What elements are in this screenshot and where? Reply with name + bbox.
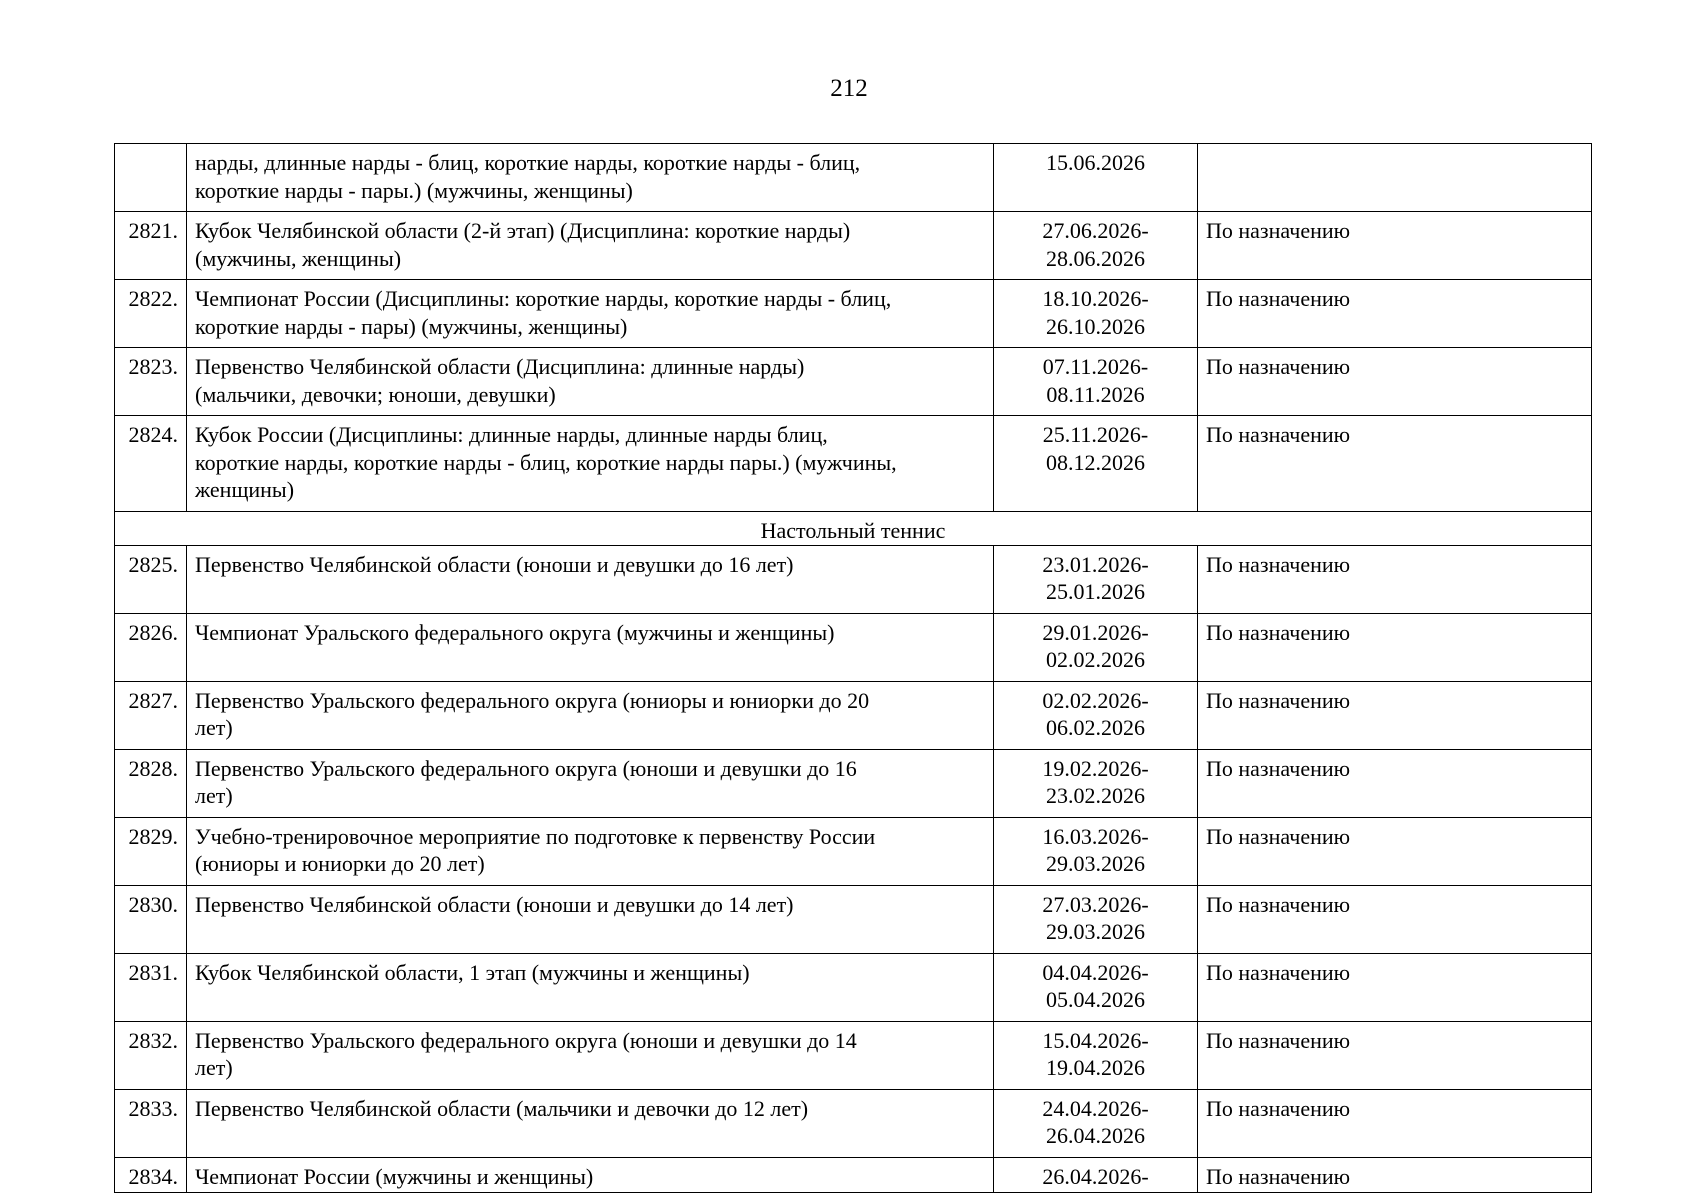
event-place: По назначению xyxy=(1198,416,1592,512)
event-name xyxy=(187,1157,994,1192)
event-date-line: 02.02.2026- xyxy=(1042,687,1149,713)
event-name-line xyxy=(195,646,985,674)
event-name-line: Первенство Уральского федерального округа (юноши и девушки до 16 xyxy=(195,755,857,781)
table-row xyxy=(115,817,1592,885)
event-name xyxy=(187,545,994,613)
event-date-line: 04.04.2026- xyxy=(1042,959,1149,985)
event-place: По назначению xyxy=(1198,1089,1592,1157)
event-name xyxy=(187,885,994,953)
event-place: По назначению xyxy=(1198,613,1592,681)
table-row xyxy=(115,681,1592,749)
row-number: 2824. xyxy=(115,416,187,512)
event-name-line: Чемпионат Уральского федерального округа (мужчины и женщины) xyxy=(195,619,835,645)
event-date-line: 05.04.2026 xyxy=(1046,987,1145,1012)
event-name-line: короткие нарды - пары) (мужчины, женщины) xyxy=(195,313,628,339)
event-place: По назначению xyxy=(1198,1021,1592,1089)
event-place: По назначению xyxy=(1198,348,1592,416)
event-date-line: 07.11.2026- xyxy=(1042,354,1149,379)
event-date-line: 08.12.2026 xyxy=(1046,449,1145,475)
event-dates xyxy=(994,885,1198,953)
event-name-line: Первенство Уральского федерального округа (юноши и девушки до 14 xyxy=(195,1027,857,1053)
event-name-line: Чемпионат России (мужчины и женщины) xyxy=(195,1163,594,1189)
event-date-line: 18.10.2026- xyxy=(1042,286,1149,311)
event-name-line: Первенство Уральского федерального округа (юниоры и юниорки до 20 xyxy=(195,687,870,713)
table-row xyxy=(115,749,1592,817)
table-row xyxy=(115,613,1592,681)
event-date-line: 06.02.2026 xyxy=(1046,715,1145,740)
event-name xyxy=(187,416,994,512)
table-row xyxy=(115,212,1592,280)
event-date-line: 15.06.2026 xyxy=(1046,150,1145,175)
event-date-line: 29.03.2026 xyxy=(1046,919,1145,944)
event-place: По назначению xyxy=(1198,545,1592,613)
table-row xyxy=(115,885,1592,953)
event-dates xyxy=(994,280,1198,348)
row-number: 2822. xyxy=(115,280,187,348)
event-date-line: 19.02.2026- xyxy=(1042,755,1149,781)
event-date-line: 15.04.2026- xyxy=(1042,1027,1149,1053)
event-date-line: 26.10.2026 xyxy=(1046,313,1145,339)
event-dates xyxy=(994,1157,1198,1192)
event-date-line: 29.01.2026- xyxy=(1042,619,1149,645)
event-dates xyxy=(994,681,1198,749)
event-dates xyxy=(994,1021,1198,1089)
row-number: 2823. xyxy=(115,348,187,416)
event-name-line xyxy=(195,986,985,1014)
event-place: По назначению xyxy=(1198,749,1592,817)
event-date-line: 27.03.2026- xyxy=(1042,891,1149,917)
event-dates xyxy=(994,144,1198,212)
event-date-line xyxy=(1002,177,1189,205)
event-dates xyxy=(994,348,1198,416)
event-name xyxy=(187,817,994,885)
event-name-line: лет) xyxy=(195,1055,233,1080)
event-name xyxy=(187,280,994,348)
event-name-line: (юниоры и юниорки до 20 лет) xyxy=(195,851,485,876)
event-dates xyxy=(994,545,1198,613)
event-name xyxy=(187,681,994,749)
row-number: 2833. xyxy=(115,1089,187,1157)
row-number: 2827. xyxy=(115,681,187,749)
event-dates xyxy=(994,212,1198,280)
row-number: 2826. xyxy=(115,613,187,681)
event-name xyxy=(187,1021,994,1089)
event-dates xyxy=(994,1089,1198,1157)
section-title: Настольный теннис xyxy=(115,512,1592,546)
event-dates xyxy=(994,749,1198,817)
event-name xyxy=(187,1089,994,1157)
event-dates xyxy=(994,416,1198,512)
event-place: По назначению xyxy=(1198,212,1592,280)
event-name-line: лет) xyxy=(195,783,233,808)
event-place xyxy=(1198,144,1592,212)
event-dates xyxy=(994,817,1198,885)
table-row xyxy=(115,953,1592,1021)
page-number: 212 xyxy=(830,75,868,102)
table-row xyxy=(115,348,1592,416)
row-number: 2821. xyxy=(115,212,187,280)
event-date-line: 08.11.2026 xyxy=(1046,381,1145,407)
event-name-line: короткие нарды - пары.) (мужчины, женщины) xyxy=(195,177,633,203)
event-place: По назначению xyxy=(1198,885,1592,953)
table-row xyxy=(115,416,1592,512)
event-name-line xyxy=(195,578,985,606)
section-row xyxy=(115,512,1592,546)
event-date-line: 02.02.2026 xyxy=(1046,647,1145,672)
row-number: 2829. xyxy=(115,817,187,885)
event-name-line: Первенство Челябинской области (юноши и девушки до 16 лет) xyxy=(195,551,794,577)
event-dates xyxy=(994,613,1198,681)
event-name-line: Кубок России (Дисциплины: длинные нарды, длинные нарды блиц, xyxy=(195,422,828,447)
row-number: 2830. xyxy=(115,885,187,953)
event-name-line: Первенство Челябинской области (Дисциплина: длинные нарды) xyxy=(195,354,805,379)
event-name-line: женщины) xyxy=(195,477,295,502)
event-place: По назначению xyxy=(1198,681,1592,749)
event-name-line: Первенство Челябинской области (мальчики и девочки до 12 лет) xyxy=(195,1095,809,1121)
row-number xyxy=(115,144,187,212)
table-row xyxy=(115,1157,1592,1192)
event-date-line: 26.04.2026 xyxy=(1046,1123,1145,1148)
event-name-line: (мужчины, женщины) xyxy=(195,245,402,271)
events-table xyxy=(114,143,1592,1193)
event-dates xyxy=(994,953,1198,1021)
event-name xyxy=(187,613,994,681)
row-number: 2828. xyxy=(115,749,187,817)
row-number: 2831. xyxy=(115,953,187,1021)
event-date-line: 19.04.2026 xyxy=(1046,1055,1145,1080)
event-name-line: Первенство Челябинской области (юноши и девушки до 14 лет) xyxy=(195,891,794,917)
event-name xyxy=(187,953,994,1021)
event-place: По назначению xyxy=(1198,280,1592,348)
event-place: По назначению xyxy=(1198,953,1592,1021)
event-name-line: Учебно-тренировочное мероприятие по подготовке к первенству России xyxy=(195,823,876,849)
event-date-line: 29.03.2026 xyxy=(1046,851,1145,876)
event-name-line xyxy=(195,1122,985,1150)
table-row xyxy=(115,1021,1592,1089)
event-date-line: 25.11.2026- xyxy=(1042,422,1149,447)
table-row xyxy=(115,545,1592,613)
table-row xyxy=(115,1089,1592,1157)
events-table-body xyxy=(115,144,1592,1193)
event-date-line: 28.06.2026 xyxy=(1046,245,1145,271)
event-date-line: 24.04.2026- xyxy=(1042,1095,1149,1121)
event-date-line: 23.02.2026 xyxy=(1046,783,1145,808)
event-name xyxy=(187,348,994,416)
event-date-line: 26.04.2026- xyxy=(1042,1163,1149,1189)
row-number: 2825. xyxy=(115,545,187,613)
table-row xyxy=(115,144,1592,212)
row-number: 2832. xyxy=(115,1021,187,1089)
event-name xyxy=(187,749,994,817)
event-name-line: Кубок Челябинской области, 1 этап (мужчины и женщины) xyxy=(195,959,750,985)
event-name xyxy=(187,212,994,280)
event-place: По назначению xyxy=(1198,817,1592,885)
event-date-line: 25.01.2026 xyxy=(1046,579,1145,604)
event-name-line: лет) xyxy=(195,715,233,740)
event-name-line: Кубок Челябинской области (2-й этап) (Дисциплина: короткие нарды) xyxy=(195,218,851,243)
event-name-line: нарды, длинные нарды - блиц, короткие нарды, короткие нарды - блиц, xyxy=(195,150,861,175)
table-row xyxy=(115,280,1592,348)
event-name-line: короткие нарды, короткие нарды - блиц, короткие нарды пары.) (мужчины, xyxy=(195,449,897,475)
event-name-line xyxy=(195,918,985,946)
event-place: По назначению xyxy=(1198,1157,1592,1192)
event-date-line: 16.03.2026- xyxy=(1042,823,1149,849)
event-date-line: 23.01.2026- xyxy=(1042,551,1149,577)
event-name-line: (мальчики, девочки; юноши, девушки) xyxy=(195,381,556,407)
event-date-line: 27.06.2026- xyxy=(1042,218,1149,243)
event-name-line: Чемпионат России (Дисциплины: короткие нарды, короткие нарды - блиц, xyxy=(195,286,892,311)
row-number: 2834. xyxy=(115,1157,187,1192)
event-name xyxy=(187,144,994,212)
